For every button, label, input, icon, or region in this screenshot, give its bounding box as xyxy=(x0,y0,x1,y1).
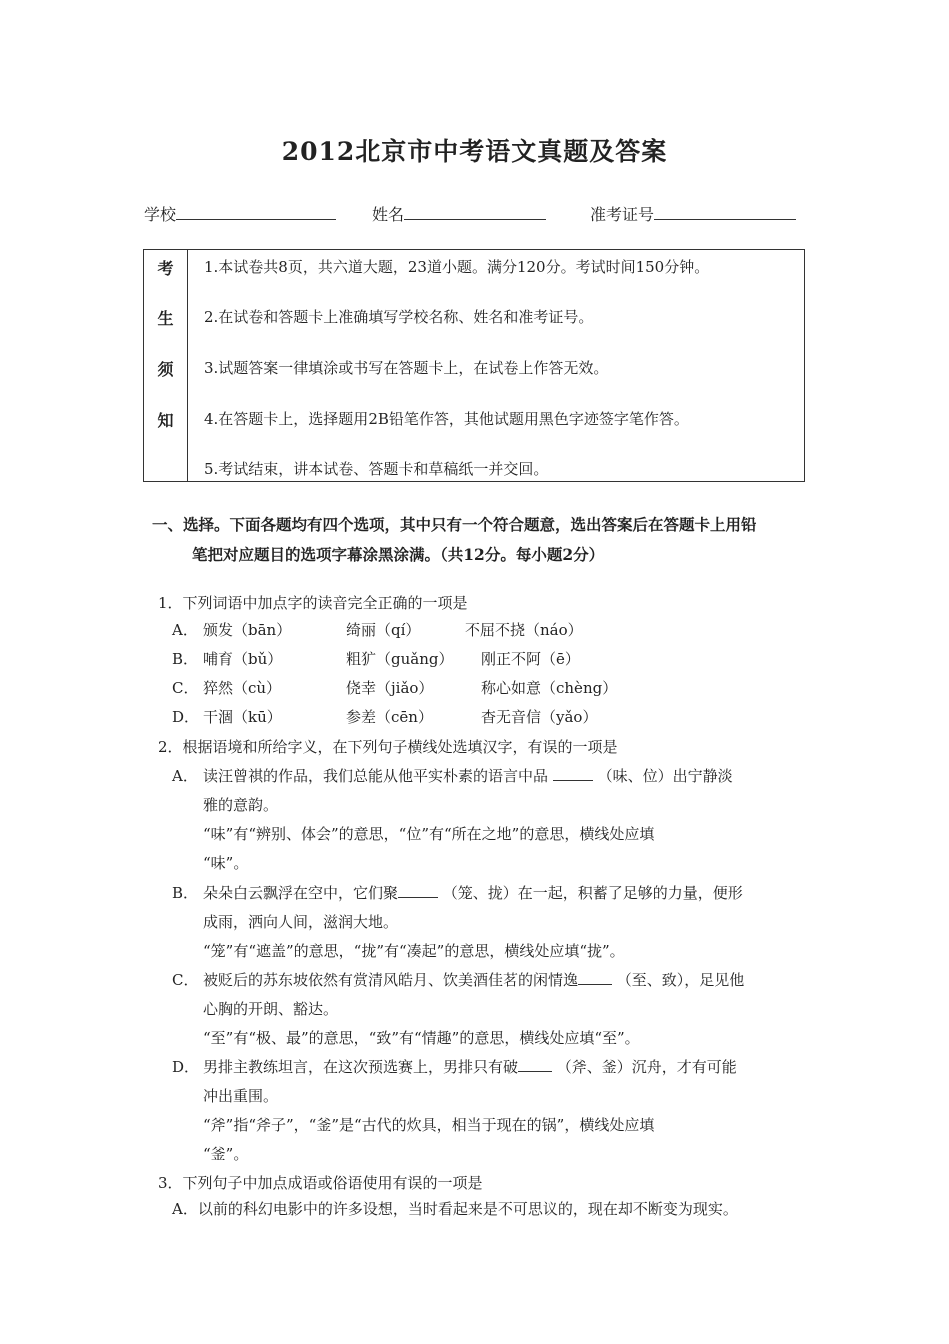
notice-label-char: 知 xyxy=(157,411,174,430)
name-blank[interactable] xyxy=(404,204,546,220)
notice-item: 1.本试卷共8页，共六道大题，23道小题。满分120分。考试时间150分钟。 xyxy=(204,258,710,276)
option-explanation: “斧”指“斧子”，“釜”是“古代的炊具，相当于现在的锅”，横线处应填 xyxy=(203,1116,655,1134)
option-label: B． xyxy=(172,650,199,668)
option-label: A． xyxy=(172,767,198,785)
school-label: 学校 xyxy=(144,205,177,224)
option-text: 被贬后的苏东坡依然有赏清风皓月、饮美酒佳茗的闲情逸 （至、致），足见他 xyxy=(203,971,745,989)
question-2-stem: 2．根据语境和所给字义，在下列句子横线处选填汉字，有误的一项是 xyxy=(158,738,618,756)
option-word: 参差（cēn） xyxy=(346,708,433,726)
option-text: 成雨，洒向人间，滋润大地。 xyxy=(203,913,399,931)
answer-blank xyxy=(578,970,612,985)
option-word: 杳无音信（yǎo） xyxy=(481,708,598,726)
notice-item: 2.在试卷和答题卡上准确填写学校名称、姓名和准考证号。 xyxy=(204,308,594,326)
page-title: 2012北京市中考语文真题及答案 xyxy=(281,137,668,166)
option-text: 读汪曾祺的作品，我们总能从他平实朴素的语言中品 （味、位）出宁静淡 xyxy=(203,767,733,785)
school-field[interactable] xyxy=(144,202,336,225)
exam-notice-box xyxy=(143,249,805,482)
notice-label-column xyxy=(144,250,188,481)
option-word: 刚正不阿（ē） xyxy=(481,650,580,668)
exam-id-label: 准考证号 xyxy=(590,205,655,224)
name-label: 姓名 xyxy=(372,205,405,224)
option-explanation: “笼”有“遮盖”的意思，“拢”有“凑起”的意思，横线处应填“拢”。 xyxy=(203,942,625,960)
question-3-stem: 3．下列句子中加点成语或俗语使用有误的一项是 xyxy=(158,1174,483,1192)
notice-label-char: 生 xyxy=(157,309,174,328)
option-explanation: “至”有“极、最”的意思，“致”有“情趣”的意思，横线处应填“至”。 xyxy=(203,1029,640,1047)
notice-label-char: 考 xyxy=(157,259,174,278)
option-word: 猝然（cù） xyxy=(203,679,282,697)
notice-label-char: 须 xyxy=(157,360,174,379)
section-heading xyxy=(152,510,812,570)
option-word: 哺育（bǔ） xyxy=(203,650,283,668)
option-word: 不屈不挠（náo） xyxy=(465,621,583,639)
section-heading-line1: 一、选择。下面各题均有四个选项，其中只有一个符合题意，选出答案后在答题卡上用铅 xyxy=(152,515,757,534)
section-heading-line2: 笔把对应题目的选项字幕涂黑涂满。（共12分。每小题2分） xyxy=(192,545,605,564)
option-word: 称心如意（chèng） xyxy=(481,679,618,697)
option-text: 冲出重围。 xyxy=(203,1087,279,1105)
option-label: C． xyxy=(172,679,199,697)
answer-blank xyxy=(553,766,593,781)
option-word: 粗犷（guǎng） xyxy=(346,650,454,668)
option-word: 侥幸（jiǎo） xyxy=(346,679,434,697)
option-label: B． xyxy=(172,884,199,902)
notice-item: 3.试题答案一律填涂或书写在答题卡上，在试卷上作答无效。 xyxy=(204,359,609,377)
option-word: 颁发（bān） xyxy=(203,621,292,639)
notice-item: 4.在答题卡上，选择题用2B铅笔作答，其他试题用黑色字迹签字笔作答。 xyxy=(204,410,689,428)
option-explanation: “味”有“辨别、体会”的意思，“位”有“所在之地”的意思，横线处应填 xyxy=(203,825,655,843)
school-blank[interactable] xyxy=(176,204,336,220)
option-label: C． xyxy=(172,971,199,989)
option-text: 朵朵白云飘浮在空中，它们聚 （笼、拢）在一起，积蓄了足够的力量，便形 xyxy=(203,884,743,902)
option-explanation: “味”。 xyxy=(203,854,249,872)
answer-blank xyxy=(518,1057,552,1072)
notice-item: 5.考试结束，讲本试卷、答题卡和草稿纸一并交回。 xyxy=(204,460,549,478)
option-word: 干涸（kū） xyxy=(203,708,282,726)
option-label: A． xyxy=(172,621,198,639)
answer-blank xyxy=(398,883,438,898)
option-label: D． xyxy=(172,708,200,726)
option-word: 绮丽（qí） xyxy=(346,621,421,639)
question-1-stem: 1．下列词语中加点字的读音完全正确的一项是 xyxy=(158,594,468,612)
option-label: D． xyxy=(172,1058,200,1076)
option-explanation: “釜”。 xyxy=(203,1145,249,1163)
exam-id-blank[interactable] xyxy=(654,204,796,220)
option-text: 男排主教练坦言，在这次预选赛上，男排只有破 （斧、釜）沉舟，才有可能 xyxy=(203,1058,737,1076)
option-text: 雅的意韵。 xyxy=(203,796,279,814)
option-text: 心胸的开朗、豁达。 xyxy=(203,1000,339,1018)
question-3-option-a: A．以前的科幻电影中的许多设想，当时看起来是不可思议的，现在却不断变为现实。 xyxy=(172,1200,738,1218)
name-field[interactable] xyxy=(372,202,546,225)
exam-id-field[interactable] xyxy=(590,202,796,225)
